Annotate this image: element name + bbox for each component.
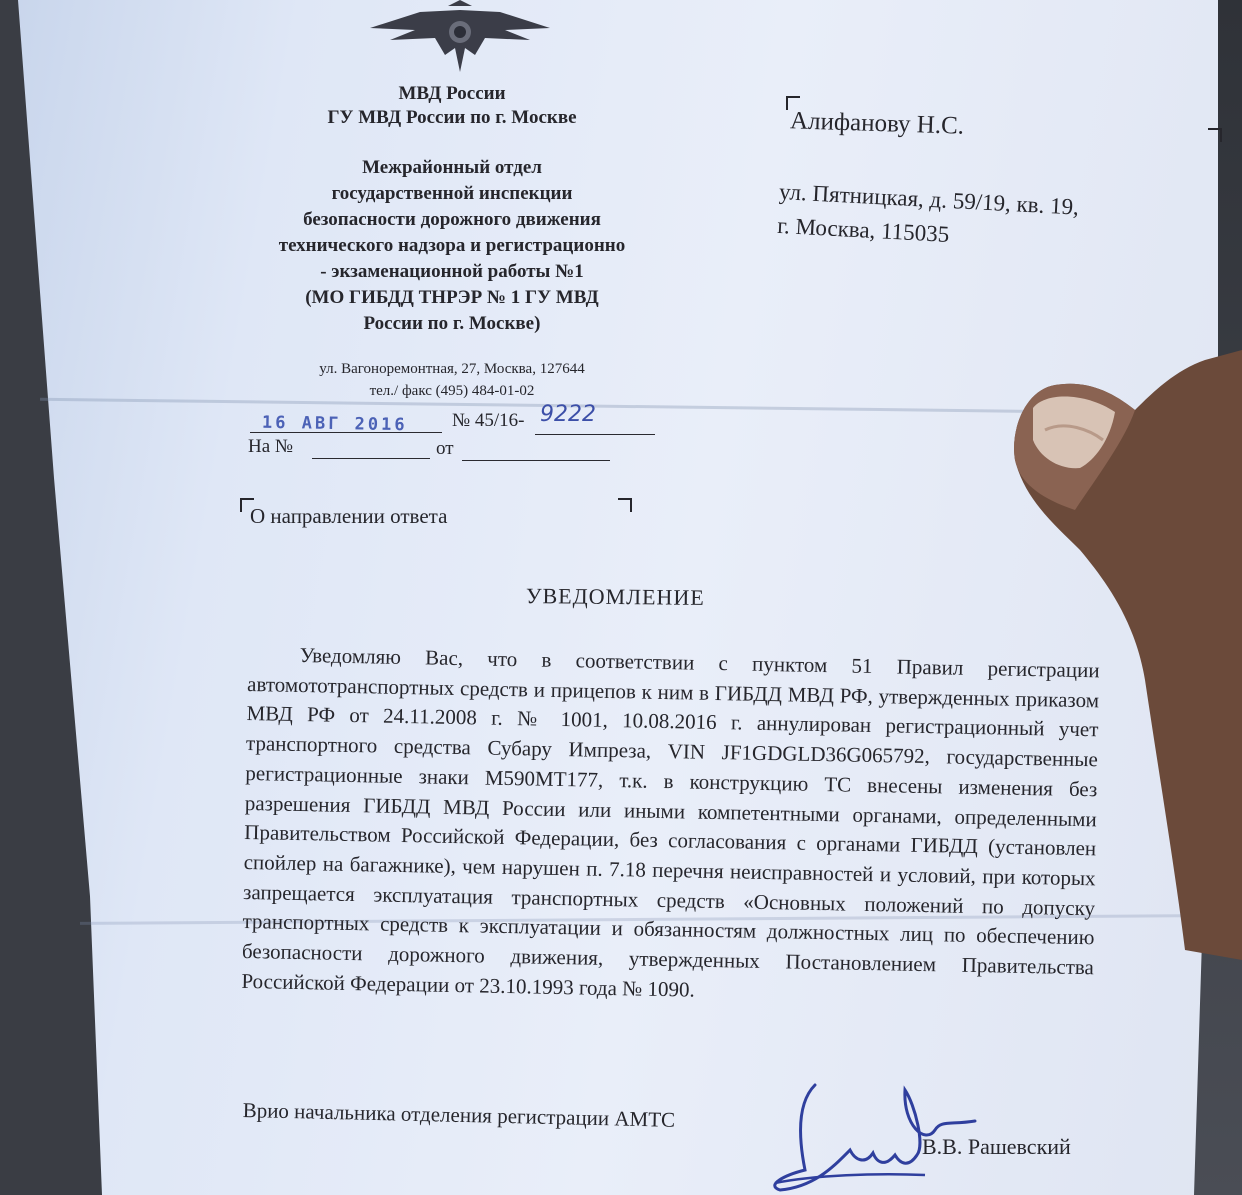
corner-mark bbox=[618, 498, 632, 512]
header-ministry bbox=[232, 82, 672, 130]
header-contacts bbox=[232, 358, 672, 402]
office-address: ул. Вагоноремонтная, 27, Москва, 127644 bbox=[319, 361, 585, 377]
body-paragraph: Уведомляю Вас, что в соответствии с пунктом 51 Правил регистрации автомототранспортных средств и прицепов к ним в ГИБДД МВД РФ, утвержденных приказом МВД РФ от 24.11.2008 г. № 1001, 10.08.2016 г. аннулирован регистрационный учет транспортного средства Субару Импреза, VIN JF1GDGLD36G065792, государственные регистрационные знаки М590МТ177, т.к. в конструкцию ТС внесены изменения без разрешения ГИБДД МВД России или иными компетентными органами, определенными Правительством Российской Федерации, без согласования с органами ГИБДД (установлен спойлер на багажнике), чем нарушен п. 7.18 перечня неисправностей и условий, при которых запрещается эксплуатация транспортных средств «Основных положений по допуску транспортных средств к эксплуатации и обязанностям должностных лиц по обеспечению безопасности дорожного движения, утвержденных Постановлением Правительства Российской Федерации от 23.10.1993 года № 1090. bbox=[241, 642, 1100, 1002]
corner-mark bbox=[1208, 128, 1222, 142]
incoming-date-underline bbox=[462, 460, 610, 461]
recipient-street: ул. Пятницкая, д. 59/19, кв. 19, bbox=[778, 178, 1080, 220]
unit-line: (МО ГИБДД ТНРЭР № 1 ГУ МВД bbox=[305, 287, 599, 308]
subject-line: О направлении ответа bbox=[250, 504, 448, 528]
department-name: ГУ МВД России по г. Москве bbox=[327, 107, 577, 128]
date-underline bbox=[250, 432, 442, 433]
incoming-number-underline bbox=[312, 458, 430, 459]
number-underline bbox=[535, 434, 655, 435]
unit-line: Межрайонный отдел bbox=[362, 157, 542, 178]
unit-line: - экзаменационной работы №1 bbox=[320, 261, 584, 282]
ministry-name: МВД России bbox=[398, 83, 506, 104]
incoming-date-label: от bbox=[436, 438, 454, 459]
signatory-name: В.В. Рашевский bbox=[922, 1134, 1071, 1159]
unit-line: технического надзора и регистрационно bbox=[278, 235, 626, 256]
notice-body bbox=[241, 640, 1100, 1013]
date-stamp: 16 АВГ 2016 bbox=[261, 412, 408, 436]
unit-line: безопасности дорожного движения bbox=[303, 209, 601, 230]
outgoing-number-label: № 45/16- bbox=[452, 410, 525, 431]
unit-line: государственной инспекции bbox=[331, 183, 573, 204]
recipient-name: Алифанову Н.С. bbox=[789, 107, 965, 140]
signatory-position: Врио начальника отделения регистрации АМТС bbox=[242, 1098, 676, 1132]
eagle-emblem-icon bbox=[360, 0, 560, 80]
recipient-city: г. Москва, 115035 bbox=[776, 212, 950, 247]
document-title: УВЕДОМЛЕНИЕ bbox=[525, 583, 705, 610]
office-phone: тел./ факс (495) 484-01-02 bbox=[369, 383, 535, 399]
header-unit bbox=[232, 155, 672, 337]
incoming-number-label: На № bbox=[248, 436, 294, 457]
hand-thumb-icon bbox=[985, 350, 1242, 970]
unit-line: России по г. Москве) bbox=[363, 313, 541, 334]
outgoing-number-handwritten: 9222 bbox=[540, 402, 596, 427]
